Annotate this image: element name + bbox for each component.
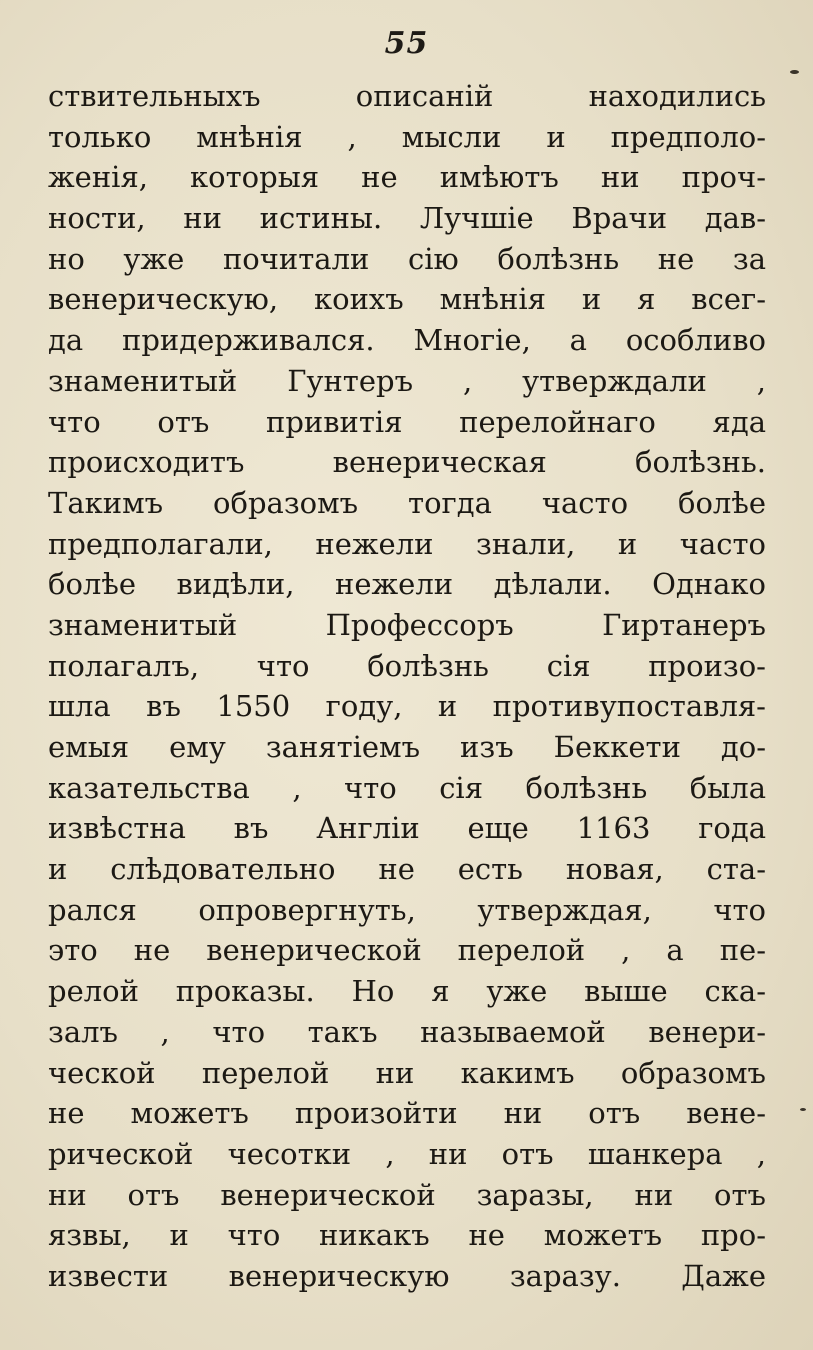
text-line: знаменитый Гунтеръ , утверждали ,	[48, 363, 766, 398]
text-line: ности, ни истины. Лучшіе Врачи дав-	[48, 201, 766, 236]
text-line: женія, которыя не имѣютъ ни проч-	[48, 160, 766, 195]
text-line: да придерживался. Многіе, а особливо	[48, 323, 766, 358]
text-line: венерическую, коихъ мнѣнія и я всег-	[48, 282, 766, 317]
text-line: это не венерической перелой , а пе-	[48, 933, 766, 968]
text-line: релой проказы. Но я уже выше ска-	[48, 974, 766, 1009]
text-line: залъ , что такъ называемой венери-	[48, 1014, 766, 1049]
page-number: 55	[384, 26, 429, 61]
text-line: но уже почитали сію болѣзнь не за	[48, 241, 766, 276]
text-line: происходитъ венерическая болѣзнь.	[48, 445, 766, 480]
text-line: извѣстна въ Англіи еще 1163 года	[48, 811, 766, 846]
text-line: болѣе видѣли, нежели дѣлали. Однако	[48, 567, 766, 602]
text-line: знаменитый Профессоръ Гиртанеръ	[48, 607, 766, 642]
text-line: шла въ 1550 году, и противупоставля-	[48, 689, 766, 724]
text-line: и слѣдовательно не есть новая, ста-	[48, 852, 766, 887]
text-line: ствительныхъ описаній находились	[48, 79, 766, 113]
text-line: предполагали, нежели знали, и часто	[48, 526, 766, 561]
paper-speck	[800, 1108, 806, 1111]
text-line: рался опровергнуть, утверждая, что	[48, 892, 766, 927]
text-line: казательства , что сія болѣзнь была	[48, 770, 766, 805]
text-line: ческой перелой ни какимъ образомъ	[48, 1055, 766, 1090]
paper-speck	[790, 70, 799, 74]
text-line: полагалъ, что болѣзнь сія произо-	[48, 648, 766, 683]
text-line: язвы, и что никакъ не можетъ про-	[48, 1218, 766, 1253]
text-line: только мнѣнія , мысли и предполо-	[48, 119, 766, 154]
text-line: ни отъ венерической заразы, ни отъ	[48, 1177, 766, 1212]
text-line: Такимъ образомъ тогда часто болѣе	[48, 485, 766, 520]
body-text	[48, 76, 766, 1297]
text-line: извести венерическую заразу. Даже	[48, 1258, 766, 1293]
text-line: емыя ему занятіемъ изъ Беккети до-	[48, 730, 766, 764]
text-line: не можетъ произойти ни отъ вене-	[48, 1096, 766, 1131]
text-line: рической чесотки , ни отъ шанкера ,	[48, 1136, 766, 1171]
text-line: что отъ привитія перелойнаго яда	[48, 404, 766, 439]
